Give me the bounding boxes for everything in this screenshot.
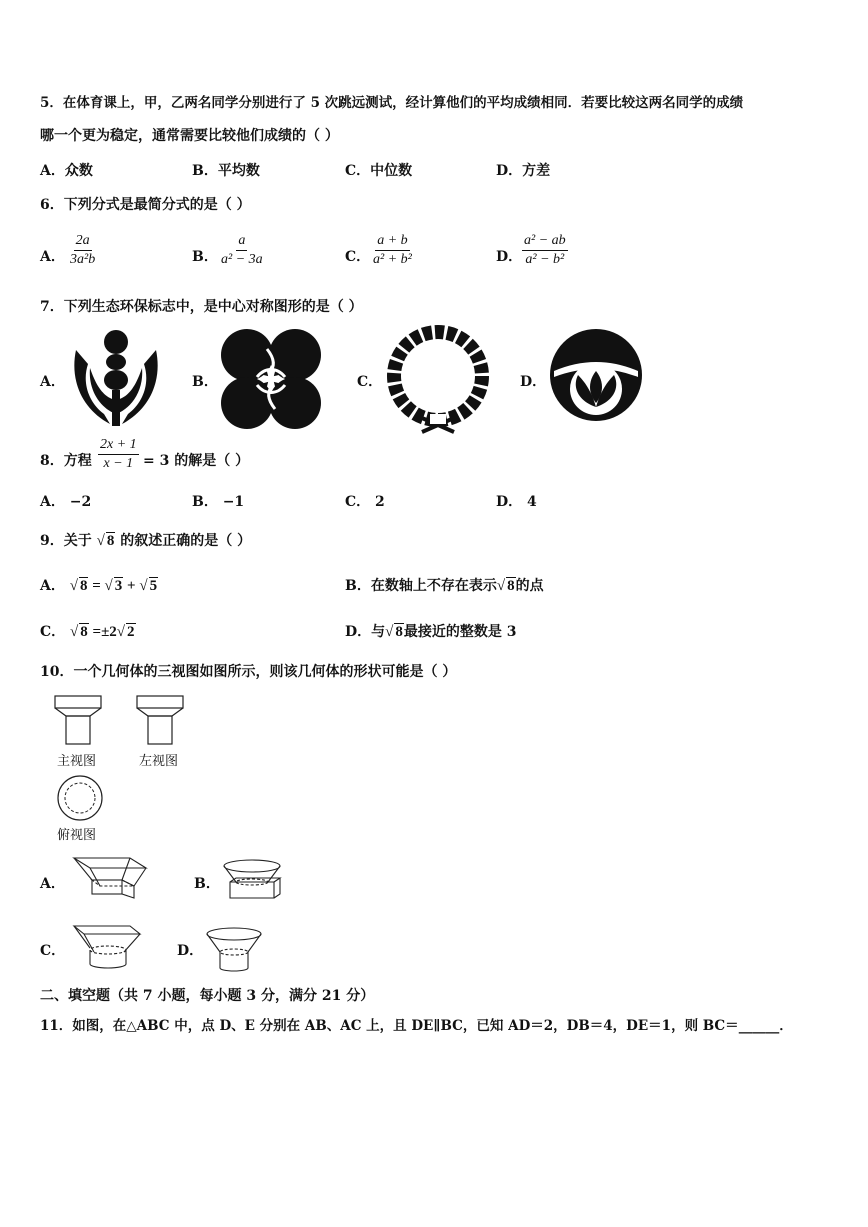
q7-stem: 7．下列生态环保标志中，是中心对称图形的是（ ） [40, 299, 363, 315]
q6-b-numerator: a [236, 234, 247, 251]
q9-b-rad: 8 [507, 578, 515, 594]
front-view-caption: 主视图 [57, 754, 97, 769]
q7-label-b: B． [192, 374, 218, 390]
q9-a-lhs-root: √ 8 [69, 578, 88, 594]
q10-label-c: C． [40, 943, 66, 959]
q10-label-b: B． [194, 876, 220, 892]
q9-a-root2: √ 5 [139, 578, 158, 594]
q6-fraction-b [219, 234, 265, 267]
q9-c-lhs: 8 [80, 624, 88, 640]
q10-option-d-figure [204, 926, 264, 974]
q9-c-label: C． [40, 624, 66, 640]
side-view-caption: 左视图 [139, 754, 179, 769]
q9-stem [40, 530, 251, 550]
q10-label-a: A． [40, 876, 65, 892]
eco-logo-a-icon [66, 328, 166, 428]
q9-a-r1: 3 [114, 578, 123, 594]
q9-d-label: D．与 [345, 624, 386, 640]
top-view-figure [56, 774, 104, 822]
q9-b-label: B．在数轴上不存在表示 [345, 578, 497, 594]
q10-option-c-figure [72, 922, 142, 970]
q6-fraction-c [371, 234, 414, 267]
q5-stem-line1: 5．在体育课上，甲，乙两名同学分别进行了 5 次跳远测试，经计算他们的平均成绩相同．若要比较这两名同学的成绩 [40, 95, 744, 111]
q9-a-plus: + [123, 578, 140, 594]
q6-label-b: B． [192, 249, 218, 265]
section-heading: 二、填空题（共 7 小题，每小题 3 分，满分 21 分） [40, 988, 375, 1004]
q5-option-a: A．众数 [40, 163, 93, 179]
q6-d-denominator: a² − b² [525, 252, 565, 267]
q9-option-a [40, 575, 158, 595]
q5-option-b: B．平均数 [192, 163, 260, 179]
q6-d-numerator: a² − ab [522, 234, 568, 251]
top-view-caption: 俯视图 [57, 828, 97, 843]
q5-stem-line2: 哪一个更为稳定，通常需要比较他们成绩的（ ） [40, 128, 339, 144]
side-view-figure [136, 694, 186, 746]
q6-label-c: C． [345, 249, 371, 265]
q8-option-b: B． −1 [192, 494, 245, 510]
q10-option-a-figure [72, 854, 148, 898]
q8-prefix: 8．方程 [40, 453, 92, 469]
q9-stem-suffix: 的叙述正确的是（ ） [120, 533, 252, 549]
q9-option-c [40, 621, 136, 641]
q9-d-root: √ 8 [385, 624, 403, 640]
q9-option-b [345, 575, 544, 595]
q9-a-root1: √ 3 [104, 578, 123, 594]
q6-stem: 6．下列分式是最简分式的是（ ） [40, 197, 251, 213]
q5-option-c: C．中位数 [345, 163, 413, 179]
q8-option-a: A． −2 [40, 494, 92, 510]
q6-fraction-a [68, 234, 97, 267]
q6-label-a: A． [40, 249, 65, 265]
q6-fraction-d [522, 234, 568, 267]
eco-logo-b-icon [216, 324, 326, 434]
q6-c-numerator: a + b [375, 234, 409, 251]
q9-b-tail: 的点 [515, 578, 544, 594]
q9-c-rad: 2 [127, 624, 135, 640]
q10-stem: 10．一个几何体的三视图如图所示，则该几何体的形状可能是（ ） [40, 664, 457, 680]
q8-suffix: = 3 的解是（ ） [143, 453, 250, 469]
eco-logo-c-wreath-icon [382, 322, 494, 434]
q6-b-denominator: a² − 3a [221, 252, 263, 267]
eco-logo-d-icon [548, 327, 644, 423]
q11-stem: 11．如图，在△ABC 中，点 D、E 分别在 AB、AC 上，且 DE∥BC，已知 AD＝2，DB＝4，DE＝1，则 BC＝ [40, 1018, 739, 1034]
q9-option-d [345, 621, 517, 641]
q9-a-lhs: 8 [79, 578, 88, 594]
q9-c-root: √ 2 [116, 624, 135, 640]
q5-option-d: D．方差 [496, 163, 551, 179]
q8-option-c: C． 2 [345, 494, 385, 510]
front-view-figure [54, 694, 104, 746]
q8-numerator: 2x + 1 [98, 438, 139, 455]
q8-fraction [98, 438, 139, 471]
q9-c-lhs-root: √ 8 [70, 624, 88, 640]
q7-label-c: C． [357, 374, 383, 390]
q8-denominator: x − 1 [103, 456, 134, 471]
q6-label-d: D． [496, 249, 523, 265]
q8-option-d: D． 4 [496, 494, 537, 510]
q6-a-denominator: 3a²b [70, 252, 96, 267]
q9-stem-prefix: 9．关于 [40, 533, 92, 549]
q11-text [40, 1014, 793, 1034]
q9-a-eq: = [88, 578, 105, 594]
q9-b-root: √ 8 [496, 578, 515, 594]
q9-d-tail: 最接近的整数是 3 [403, 624, 517, 640]
q7-label-d: D． [520, 374, 547, 390]
q10-label-d: D． [177, 943, 204, 959]
q9-stem-root: √ 8 [96, 533, 115, 549]
q10-option-b-figure [222, 858, 282, 904]
q6-c-denominator: a² + b² [373, 252, 412, 267]
q7-label-a: A． [40, 374, 65, 390]
q9-a-r2: 5 [149, 578, 158, 594]
q9-a-label: A． [40, 578, 65, 594]
q9-c-mid: =±2 [88, 624, 117, 640]
q9-stem-radicand: 8 [106, 533, 115, 549]
q11-answer-blank[interactable]: ______． [738, 1018, 793, 1034]
q9-d-rad: 8 [395, 624, 403, 640]
q6-a-numerator: 2a [74, 234, 92, 251]
